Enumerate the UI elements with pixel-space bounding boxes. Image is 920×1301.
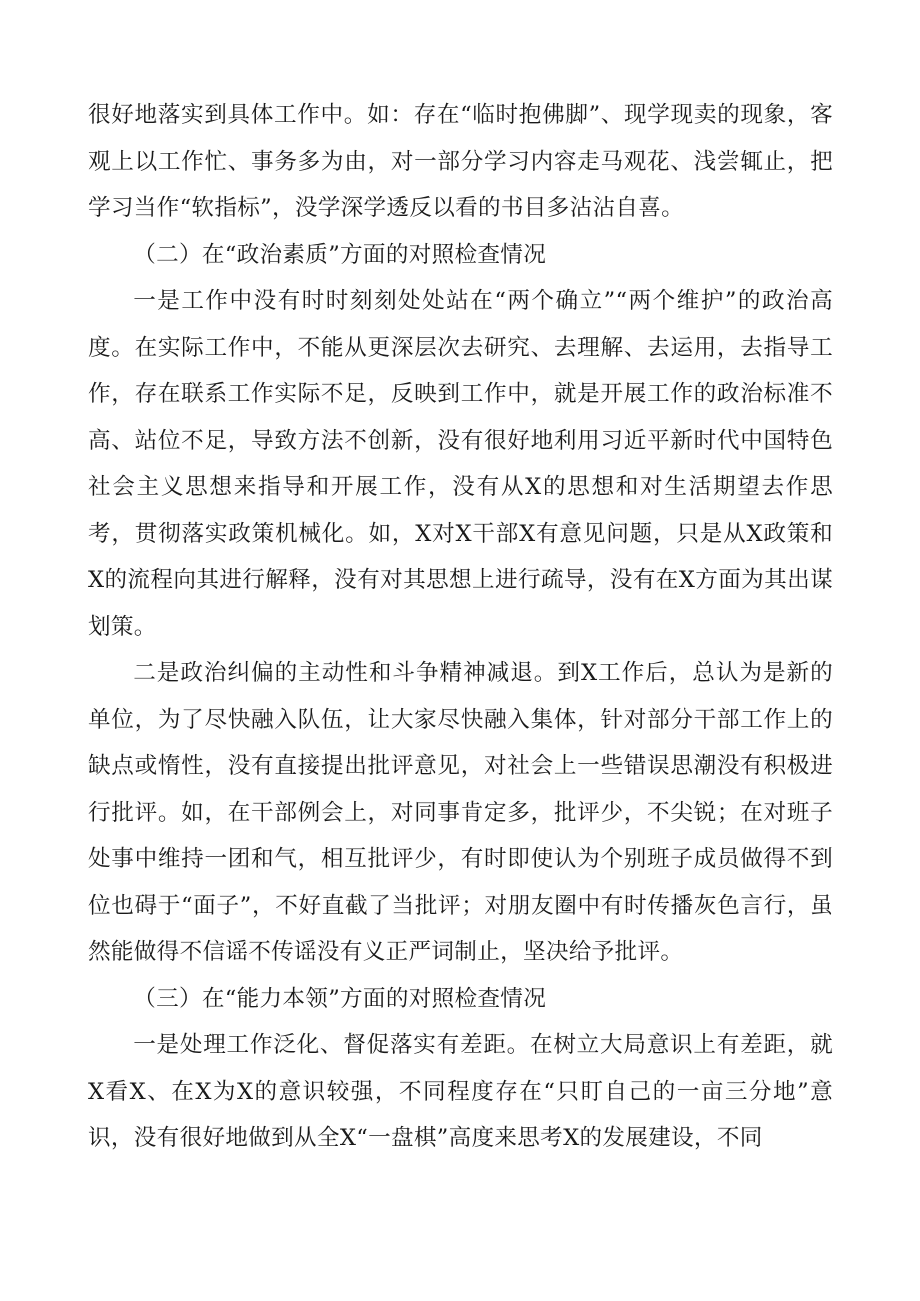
paragraph-continuation: 很好地落实到具体工作中。如：存在“临时抱佛脚”、现学现卖的现象，客观上以工作忙、事务多为由，对一部分学习内容走马观花、浅尝辄止，把学习当作“软指标”，没学深学透反以看的书目多沾沾自喜。 — [88, 102, 833, 221]
paragraph-political-correction: 二是政治纠偏的主动性和斗争精神减退。到X工作后，总认为是新的单位，为了尽快融入队伍，让大家尽快融入集体，针对部分干部工作上的缺点或惰性，没有直接提出批评意见，对社会上一些错误思潮没有积极进行批评。如，在干部例会上，对同事肯定多，批评少，不尖锐；在对班子处事中维持一团和气，相互批评少，有时即使认为个别班子成员做得不到位也碍于“面子”，不好直截了当批评；对朋友圈中有时传播灰色言行，虽然能做得不信谣不传谣没有义正严词制止，坚决给予批评。 — [88, 660, 833, 965]
paragraph-political-height: 一是工作中没有时时刻刻处处站在“两个确立”“两个维护”的政治高度。在实际工作中，不能从更深层次去研究、去理解、去运用，去指导工作，存在联系工作实际不足，反映到工作中，就是开展工作的政治标准不高、站位不足，导致方法不创新，没有很好地利用习近平新时代中国特色社会主义思想来指导和开展工作，没有从X的思想和对生活期望去作思考，贯彻落实政策机械化。如，X对X干部X有意见问题，只是从X政策和X的流程向其进行解释，没有对其思想上进行疏导，没有在X方面为其出谋划策。 — [88, 288, 833, 640]
section-heading-political-quality: （二）在“政治素质”方面的对照检查情况 — [133, 241, 547, 268]
paragraph-work-implementation: 一是处理工作泛化、督促落实有差距。在树立大局意识上有差距，就X看X、在X为X的意识较强，不同程度存在“只盯自己的一亩三分地”意识，没有很好地做到从全X“一盘棋”高度来思考X的发展建设，不同 — [88, 1032, 833, 1151]
section-heading-capability: （三）在“能力本领”方面的对照检查情况 — [133, 985, 547, 1012]
document-page — [88, 92, 833, 1162]
